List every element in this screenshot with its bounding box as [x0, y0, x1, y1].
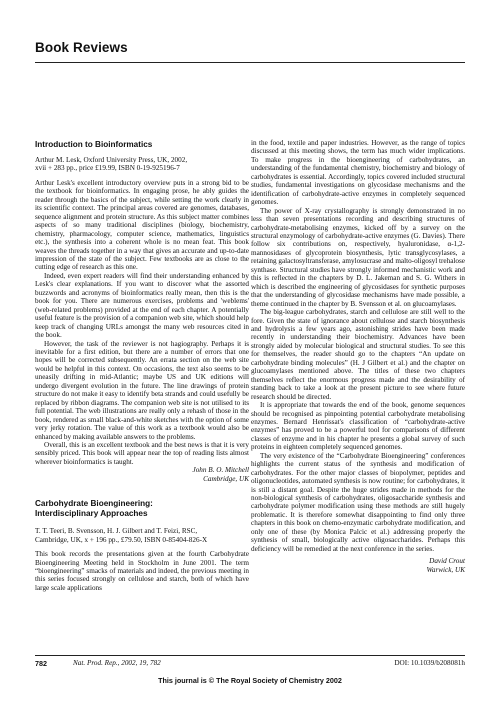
review-paragraph: in the food, textile and paper industries. However, as the range of topics discussed at this meeting shows, the term has much wider implications. To make progress in the bioengineering of carbohydrates, an understanding of the fundamental chemistry, biochemistry and biology of carbohydrates is essential. Accordingly, topics covered included structural studies, fundamental investigations on glycosidase mechanisms and the identification of carbohydrate-active enzymes in completely sequenced genomes.: [251, 139, 465, 207]
review-paragraph: However, the task of the reviewer is not hagiography. Perhaps it is inevitable for a first edition, but there are a number of errors that one hopes will be corrected subsequently. An errata section on the web site would be helpful in this context. On occasions, the text also seems to be uneasily drifting in mid-Atlantic; maybe US and UK editions will undergo divergent evolution in the future. The line drawings of protein structure do not make it easy to identify beta strands and could usefully be replaced by ribbon diagrams. The companion web site is not utilised to its full potential. The web illustrations are really only a rehash of those in the book, rendered as small black-and-white sketches with the option of some very jerky rotation. The value of this work as a textbook would also be enhanced by making available answers to the problems.: [35, 339, 249, 441]
review-paragraph: It is appropriate that towards the end of the book, genome sequences should be recognised as pinpointing potential carbohydrate metabolising enzymes. Bernard Henrissat's classification of “carbohydrate-active enzymes” has proved to be a powerful tool for comparisons of different classes of enzyme and in his chapter he presents a global survey of such proteins in eighteen completely sequenced genomes.: [251, 401, 465, 452]
review-paragraph: Arthur Lesk's excellent introductory overview puts in a strong bid to be the textbook for bioinformatics. In engaging prose, he ably guides the reader through the basics of the subject, while setting the work clearly in its scientific context. The principal areas covered are genomes, databases, sequence alignment and protein structure. As this subject matter combines aspects of so many traditional disciplines (biology, biochemistry, chemistry, pharmacology, computer science, mathematics, linguistics etc.), the synthesis into a coherent whole is no mean feat. This book weaves the threads together in a way that gives an accurate and up-to-date impression of the state of the subject. Few textbooks are as close to the cutting edge of research as this one.: [35, 178, 249, 272]
biblio-line: xvii + 283 pp., price £19.99, ISBN 0-19-925196-7: [35, 164, 180, 173]
review-paragraph: The big-league carbohydrates, starch and cellulose are still well to the fore. Given the state of ignorance about cellulose and starch biosynthesis and hydrolysis a few years ago, astonishing strides have been made recently in understanding their biochemistry. Advances have been strongly aided by molecular biological and structural studies. To see this for themselves, the reader should go to the chapters “An update on carbohydrate binding molecules” (H. J Gilbert et al.) and the chapter on glucoamylases mentioned above. The titles of these two chapters themselves reflect the enormous progress made and the desirability of standing back to take a look at the present picture to see where future research should be directed.: [251, 308, 465, 401]
journal-citation: Nat. Prod. Rep., 2002, 19, 782: [73, 659, 161, 667]
reviewer-name: David Crout: [429, 557, 465, 566]
page-title: Book Reviews: [35, 40, 128, 55]
doi-link[interactable]: DOI: 10.1039/b208081h: [394, 659, 465, 667]
bibliographic-details: [35, 156, 249, 173]
right-column: [251, 139, 465, 574]
review-paragraph: Indeed, even expert readers will find their understanding enhanced by Lesk's clear explanations. If you want to discover what the assorted buzzwords and acronyms of bioinformatics really mean, then this is the book for you. There are numerous exercises, problems and 'weblems' (web-related problems) provided at the end of each chapter. A potentially useful feature is the provision of a companion web site, which should help keep track of changing URLs amongst the many web resources cited in the book.: [35, 271, 249, 340]
left-column: [35, 140, 249, 592]
reviewer-affiliation: Warwick, UK: [426, 565, 465, 574]
footer-rule: [35, 655, 465, 656]
biblio-line: Cambridge, UK, x + 196 pp., £79.50, ISBN 0-85404-826-X: [35, 535, 208, 544]
page-number: 782: [35, 659, 47, 668]
bibliographic-details: [35, 527, 249, 544]
reviewer-affiliation: Cambridge, UK: [203, 474, 249, 483]
review-paragraph: The power of X-ray crystallography is strongly demonstrated in no less than seven presentations recording and describing structures of carbohydrate-metabolising enzymes, kicked off by a survey on the structural enzymology of carbohydrate-active enzymes (G. Davies). There follow six contributions on, respectively, hyaluronidase, α-1,2-mannosidases of glycoprotein biosynthesis, lytic transglycosylases, a retaining galactosyltransferase, amylosucrase and malto-oligosyl trehalose synthase. Structural studies have strongly informed mechanistic work and this is reflected in the chapters by D. L. Jakeman and S. G. Withers in which is described the engineering of glycosidases for synthetic purposes that the understanding of glycosidase mechanisms have made possible, a theme continued in the chapter by B. Svensson et al. on glucoamylases.: [251, 206, 465, 308]
review-title-line: Interdisciplinary Approaches: [35, 509, 148, 519]
biblio-line: T. T. Teeri, B. Svensson, H. J. Gilbert and T. Feizi, RSC,: [35, 527, 198, 536]
review-paragraph: Overall, this is an excellent textbook and the best news is that it is very sensibly priced. This book will appear near the top of reading lists almost wherever bioinformatics is taught.: [35, 440, 249, 466]
review-paragraph: This book records the presentations given at the fourth Carbohydrate Bioengineering Meeting held in Stockholm in June 2001. The term “bioengineering” smacks of materials and indeed, the previous meeting in this series focused strongly on cellulose and starch, both of which have large scale applications: [35, 550, 249, 592]
copyright-notice: This journal is © The Royal Society of Chemistry 2002: [158, 676, 342, 685]
review-title: [35, 499, 249, 519]
review-paragraph: The very existence of the “Carbohydrate Bioengineering” conferences highlights the current status of the synthesis and modification of carbohydrates. For the other major classes of biopolymer, peptides and oligonucleotides, automated synthesis is now routine; for carbohydrates, it is still a distant goal. Despite the huge strides made in methods for the non-biological synthesis of carbohydrates, oligosaccharide synthesis and carbohydrate polymer modification using these methods are still hugely problematic. It is therefore somewhat disappointing to find only three chapters in this book on chemo-enzymatic carbohydrate modification, and only one of these (by Monica Palcic et al.) addressing properly the synthesis of small, biologically active oligosaccharides. Perhaps this deficiency will be remedied at the next conference in the series.: [251, 451, 465, 553]
review-title: Introduction to Bioinformatics: [35, 140, 153, 149]
biblio-line: Arthur M. Lesk, Oxford University Press, UK, 2002,: [35, 156, 188, 164]
header-rule: [35, 62, 465, 63]
review-title-line: Carbohydrate Bioengineering:: [35, 499, 153, 509]
reviewer-name: John B. O. Mitchell: [192, 466, 249, 475]
